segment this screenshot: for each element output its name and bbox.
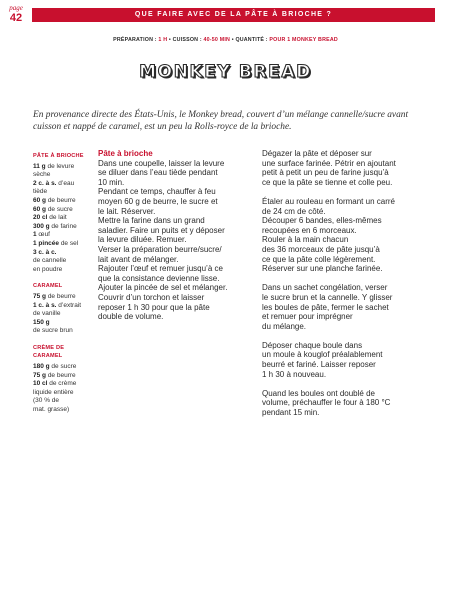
step-line: Rajouter l’œuf et remuer jusqu’à ce [98,264,223,274]
ingredient-name: d’extrait [56,301,82,309]
ingredient-name: de sucre [46,205,73,213]
recipe-meta [0,37,451,43]
ingredient-line [33,380,95,389]
ingredient-line [33,197,95,206]
step-line: le lait. Réserver. [98,206,156,216]
step-paragraph [262,197,432,274]
ingredient-name: de lait [47,214,67,222]
cook-label: CUISSON : [172,37,202,43]
step-line: une surface farinée. Pétrir en ajoutant [262,158,396,168]
ingredient-line [33,397,95,406]
ingredient-name: d’eau [56,179,75,187]
step-line: Réserver sur une planche farinée. [262,264,383,274]
step-paragraph [262,389,432,418]
step-line: moyen 60 g de beurre, le sucre et [98,196,218,206]
ingredient-line [33,257,95,266]
ingredient-quantity: 2 c. à s. [33,179,57,187]
ingredient-line [33,293,95,302]
ingredient-line [33,372,95,381]
ingredient-name: sèche [33,171,51,179]
step-line: lait avant de mélanger. [98,254,179,264]
ingredient-name: de levure [45,162,75,170]
ingredient-line [33,240,95,249]
page-word: page [9,4,23,12]
ingredient-section [33,282,95,336]
prep-value: 1 H [158,37,168,43]
ingredients-column [33,152,95,423]
ingredient-quantity: 300 g [33,222,50,230]
ingredient-quantity: 10 cl [33,380,48,388]
ingredient-name: tiède [33,188,48,196]
step-line: reposer 1 h 30 pour que la pâte [98,302,210,312]
step-line: petit à petit un peu de farine jusqu’à [262,168,389,178]
ingredient-line [33,163,95,172]
ingredient-name: de cannelle [33,257,67,265]
ingredient-line [33,180,95,189]
ingredient-quantity: 60 g [33,205,47,213]
meta-separator: • [168,37,171,43]
quantity-value: POUR 1 MONKEY BREAD [269,37,338,43]
step-line: Pendant ce temps, chauffer à feu [98,187,216,197]
ingredient-quantity: 60 g [33,196,47,204]
step-line: des 36 morceaux de pâte jusqu’à [262,244,380,254]
ingredient-section-heading: CRÈME DE CARAMEL [33,344,65,360]
step-line: les boules de pâte, fermer le sachet [262,302,389,312]
step-line: Découper 6 bandes, elles-mêmes [262,216,382,226]
steps-heading: Pâte à brioche [98,149,153,158]
ingredient-line [33,223,95,232]
step-line: 10 min. [98,177,125,187]
steps-column-right [262,149,432,427]
step-line: ce que la pâte colle légèrement. [262,254,376,264]
ingredient-name: en poudre [33,265,63,273]
ingredient-section [33,344,95,415]
ingredient-name: de farine [49,222,77,230]
step-line: recoupées en 6 morceaux. [262,225,357,235]
step-line: ce que la pâte se tienne et colle peu. [262,177,393,187]
ingredient-line [33,406,95,415]
step-paragraph [262,149,432,187]
ingredient-name: de vanille [33,310,61,318]
step-line: du mélange. [262,321,307,331]
chapter-banner: QUE FAIRE AVEC DE LA PÂTE À BRIOCHE ? [32,8,435,22]
step-line: Ajouter la pincée de sel et mélanger. [98,283,228,293]
step-line: saladier. Faire un puits et y déposer [98,225,225,235]
step-line: Dans un sachet congélation, verser [262,283,388,293]
ingredient-quantity: 1 [33,231,37,239]
ingredient-line [33,249,95,258]
step-line: Dégazer la pâte et déposer sur [262,149,372,158]
step-line: Quand les boules ont doublé de [262,388,375,398]
ingredient-section [33,152,95,274]
step-line: Mettre la farine dans un grand [98,216,205,226]
step-line: se diluer dans l’eau tiède pendant [98,168,218,178]
step-paragraph [262,341,432,379]
ingredient-section-heading: PÂTE À BRIOCHE [33,153,84,159]
recipe-title: MONKEY BREAD [139,62,312,82]
step-line: de 24 cm de côté. [262,206,326,216]
ingredient-quantity: 1 c. à s. [33,301,57,309]
step-line: 1 h 30 à nouveau. [262,369,327,379]
step-line: que la consistance devienne lisse. [98,273,220,283]
ingredient-quantity: 75 g [33,371,47,379]
step-line: beurré et fariné. Laisser reposer [262,360,376,370]
step-line: un moule à kouglof préalablement [262,350,383,360]
ingredient-line [33,327,95,336]
ingredient-name: de sucre [49,363,77,371]
quantity-label: QUANTITÉ : [235,37,268,43]
step-line: Dans une coupelle, laisser la levure [98,158,225,168]
ingredient-quantity: 11 g [33,162,46,170]
ingredient-quantity: 1 pincée [33,239,60,247]
steps-column-left [98,149,258,331]
step-line: double de volume. [98,312,164,322]
ingredient-quantity: 75 g [33,292,47,300]
cook-value: 40-50 MIN [203,37,231,43]
ingredient-quantity: 3 c. à c. [33,248,57,256]
step-line: Déposer chaque boule dans [262,340,363,350]
step-line: Couvrir d’un torchon et laisser [98,292,205,302]
ingredient-line [33,188,95,197]
step-line: volume, préchauffer le four à 180 °C [262,398,391,408]
ingredient-name: de sucre brun [33,327,73,335]
ingredient-name: de beurre [46,292,76,300]
ingredient-name: liquide entière [33,388,74,396]
page-digits: 42 [9,12,23,24]
ingredient-line [33,171,95,180]
ingredient-line [33,302,95,311]
ingredient-name: (30 % de [33,397,60,405]
ingredient-name: de crème [47,380,77,388]
ingredient-line [33,389,95,398]
step-line: la levure diluée. Remuer. [98,235,187,245]
ingredient-section-heading: CARAMEL [33,283,63,290]
ingredient-quantity: 180 g [33,363,50,371]
step-line: et remuer pour imprégner [262,312,353,322]
ingredient-name: de beurre [46,371,76,379]
recipe-intro: En provenance directe des États-Unis, le Monkey bread, couvert d’un mélange cannelle/sucre avant cuisson et nappé de caramel, est un peu la Rolls-royce de la brioche. [33,110,409,132]
ingredient-line [33,206,95,215]
step-line: le sucre brun et la cannelle. Y glisser [262,292,393,302]
step-line: Verser la préparation beurre/sucre/ [98,244,222,254]
ingredient-quantity: 20 cl [33,214,48,222]
step-paragraph [98,159,258,322]
ingredient-quantity: 150 g [33,318,50,326]
ingredient-line [33,310,95,319]
page-number [5,4,27,24]
step-line: Rouler à la main chacun [262,235,349,245]
ingredient-name: œuf [36,231,50,239]
ingredient-line [33,214,95,223]
ingredient-line [33,231,95,240]
step-line: Étaler au rouleau en formant un carré [262,196,395,206]
ingredient-line [33,319,95,328]
ingredient-name: de sel [59,239,79,247]
step-line: pendant 15 min. [262,408,320,418]
meta-separator: • [231,37,234,43]
ingredient-line [33,266,95,275]
ingredient-name: mat. grasse) [33,406,70,414]
ingredient-name: de beurre [46,196,76,204]
prep-label: PRÉPARATION : [113,37,157,43]
ingredient-line [33,363,95,372]
step-paragraph [262,283,432,331]
